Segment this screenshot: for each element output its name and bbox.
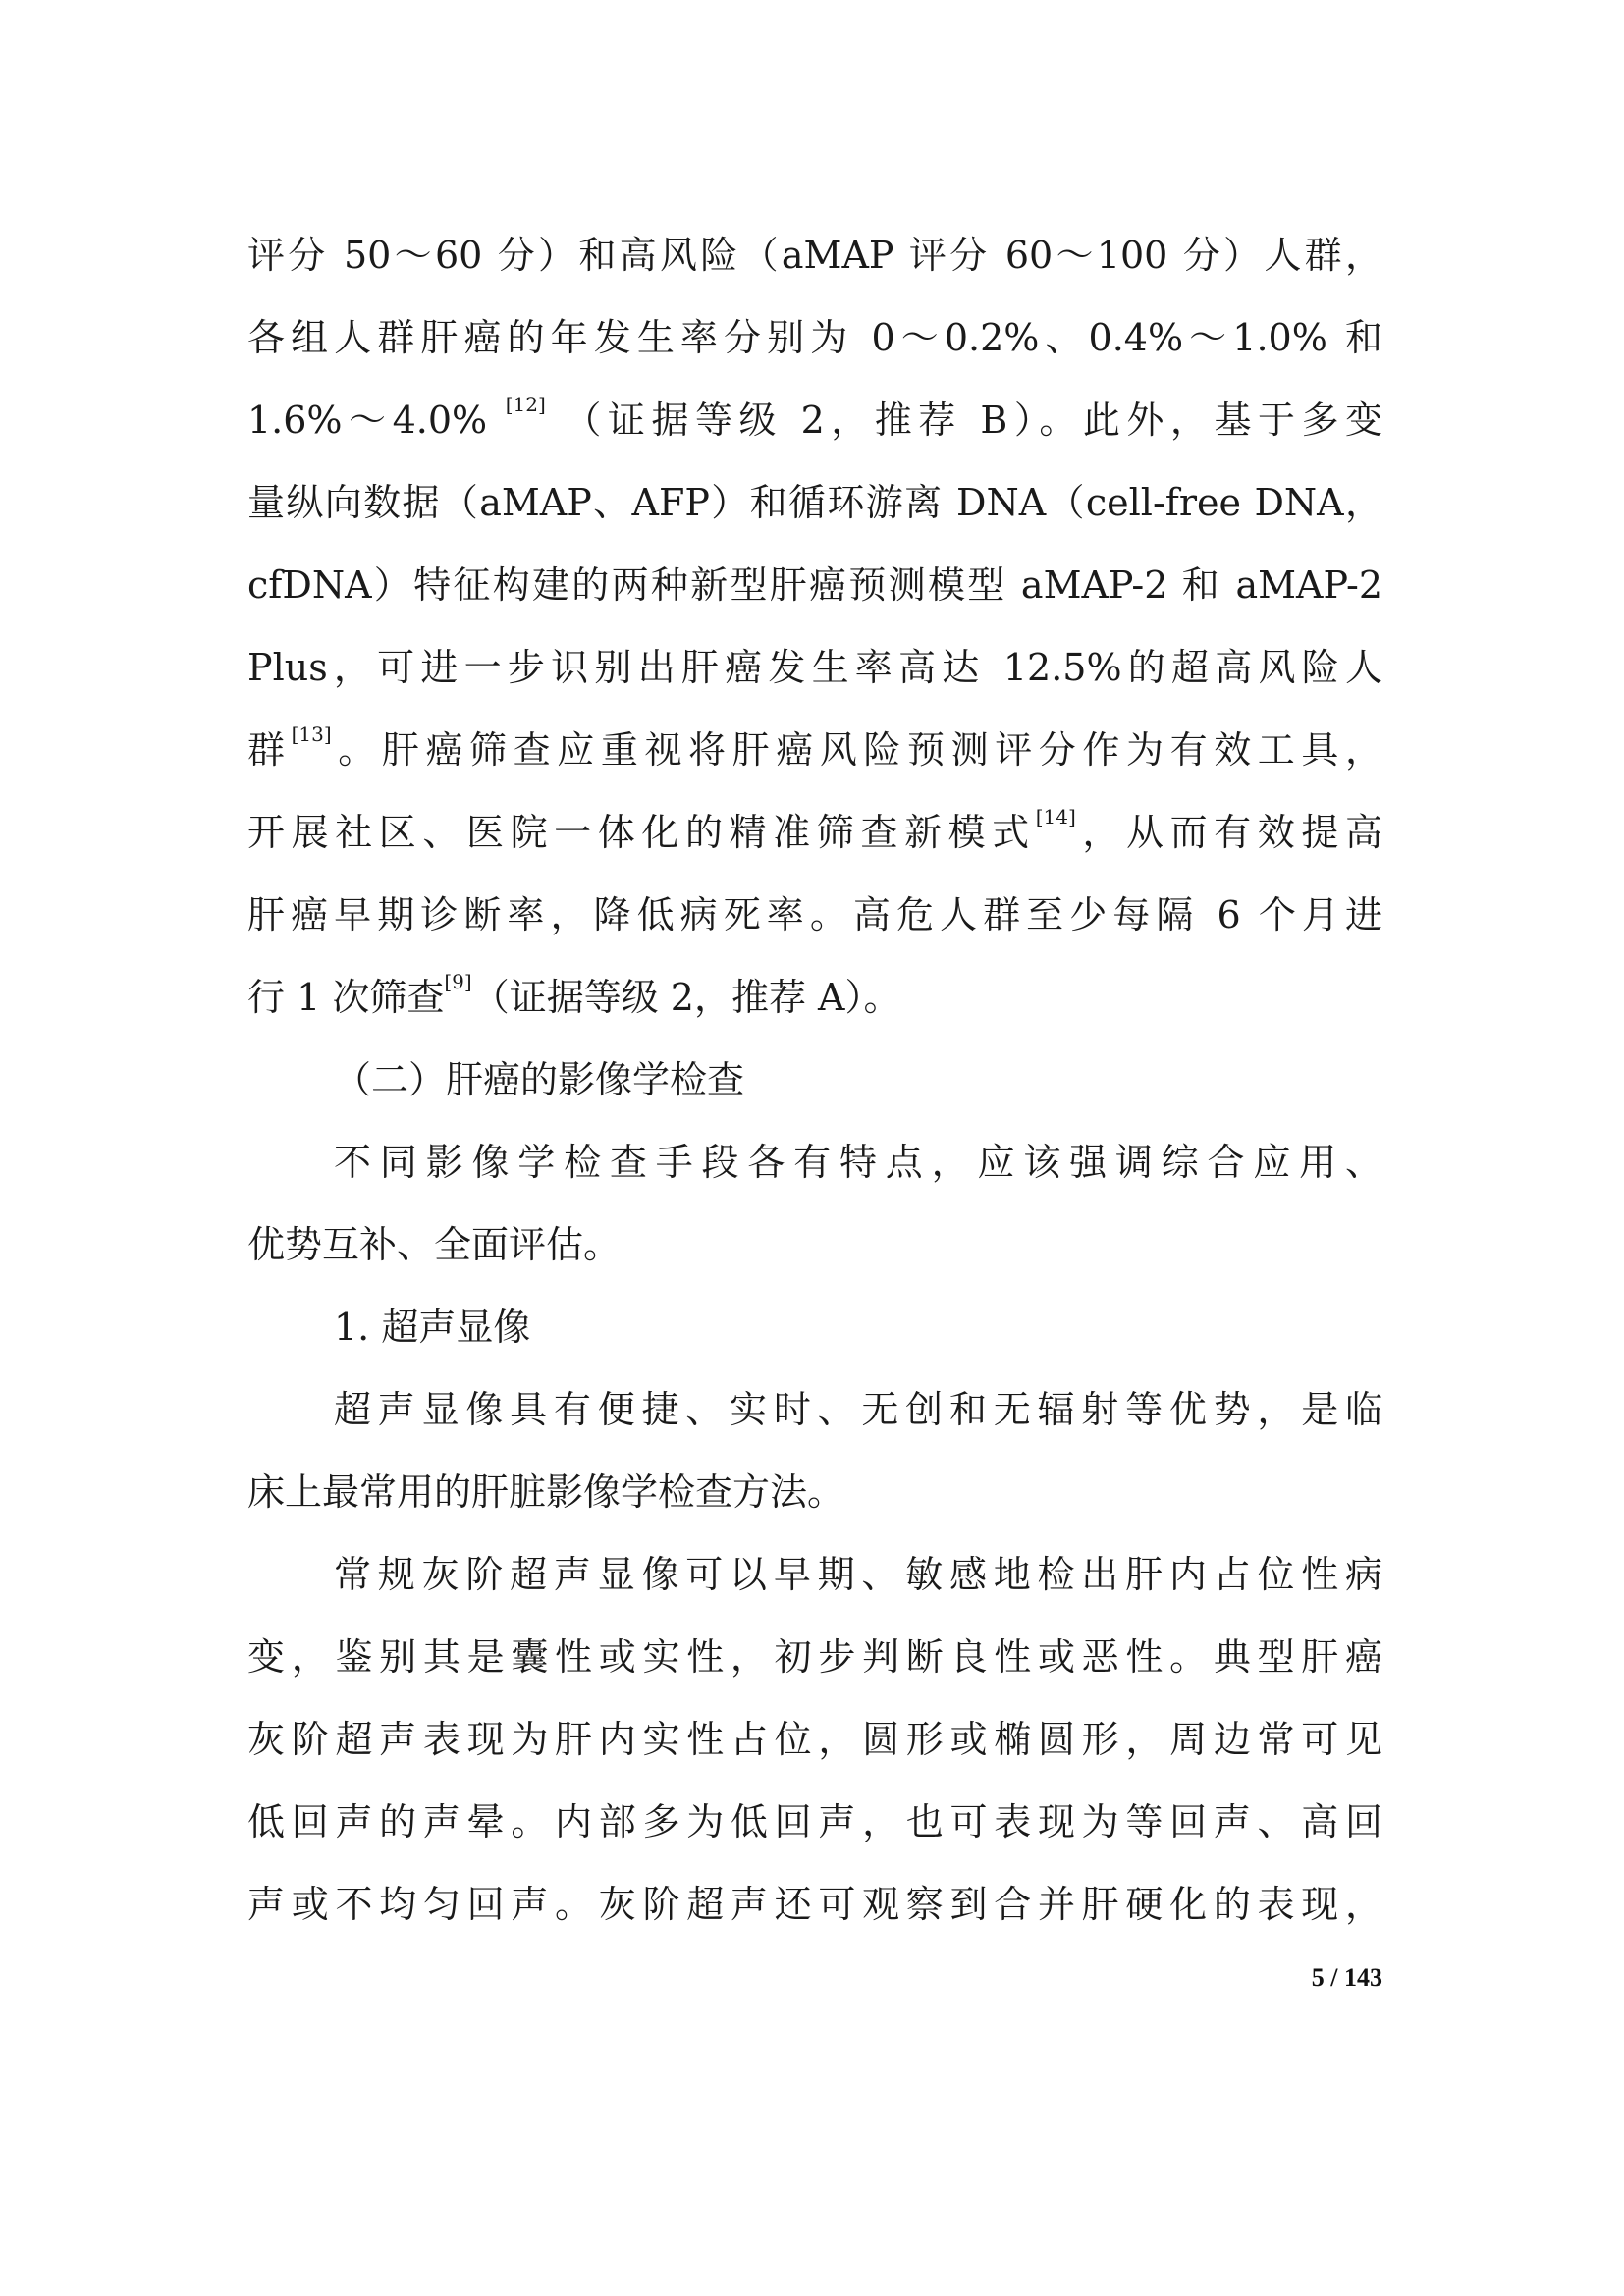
text-line: 常规灰阶超声显像可以早期、敏感地检出肝内占位性病 <box>334 1553 1382 1596</box>
subsection-heading: 1. 超声显像 <box>334 1306 531 1349</box>
text-line: 声或不均匀回声。灰阶超声还可观察到合并肝硬化的表现， <box>247 1883 1382 1926</box>
text-line: 各组人群肝癌的年发生率分别为 0～0.2%、0.4%～1.0% 和 <box>247 316 1382 359</box>
text-line: cfDNA）特征构建的两种新型肝癌预测模型 aMAP-2 和 aMAP-2 <box>247 563 1382 607</box>
citation-ref: [14] <box>1035 805 1076 828</box>
text-line: 开展社区、医院一体化的精准筛查新模式[14]，从而有效提高 <box>247 805 1382 854</box>
text-line: 低回声的声晕。内部多为低回声，也可表现为等回声、高回 <box>247 1800 1382 1843</box>
text-line: 灰阶超声表现为肝内实性占位，圆形或椭圆形，周边常可见 <box>247 1718 1382 1761</box>
text-line: 床上最常用的肝脏影像学检查方法。 <box>247 1470 845 1514</box>
text-line: 肝癌早期诊断率，降低病死率。高危人群至少每隔 6 个月进 <box>247 893 1382 936</box>
text-line: 1.6%～4.0% [12] （证据等级 2，推荐 B）。此外，基于多变 <box>247 393 1382 442</box>
body-text <box>247 214 1382 1946</box>
text-line: 评分 50～60 分）和高风险（aMAP 评分 60～100 分）人群， <box>247 234 1382 277</box>
text-line: 变，鉴别其是囊性或实性，初步判断良性或恶性。典型肝癌 <box>247 1635 1382 1679</box>
section-heading: （二）肝癌的影像学检查 <box>334 1058 745 1101</box>
text-line: 群[13]。肝癌筛查应重视将肝癌风险预测评分作为有效工具， <box>247 722 1382 772</box>
text-line: 不同影像学检查手段各有特点，应该强调综合应用、 <box>334 1141 1382 1184</box>
text-line: 量纵向数据（aMAP、AFP）和循环游离 DNA（cell-free DNA， <box>247 481 1382 524</box>
text-line: 行 1 次筛查[9]（证据等级 2，推荐 A）。 <box>247 970 901 1019</box>
citation-ref: [9] <box>444 970 472 993</box>
text-line: 优势互补、全面评估。 <box>247 1223 622 1266</box>
citation-ref: [12] <box>505 393 546 416</box>
text-line: Plus，可进一步识别出肝癌发生率高达 12.5%的超高风险人 <box>247 646 1382 689</box>
page-number: 5 / 143 <box>1311 1963 1382 1992</box>
text-line: 超声显像具有便捷、实时、无创和无辐射等优势，是临 <box>334 1388 1382 1431</box>
citation-ref: [13] <box>291 722 332 746</box>
